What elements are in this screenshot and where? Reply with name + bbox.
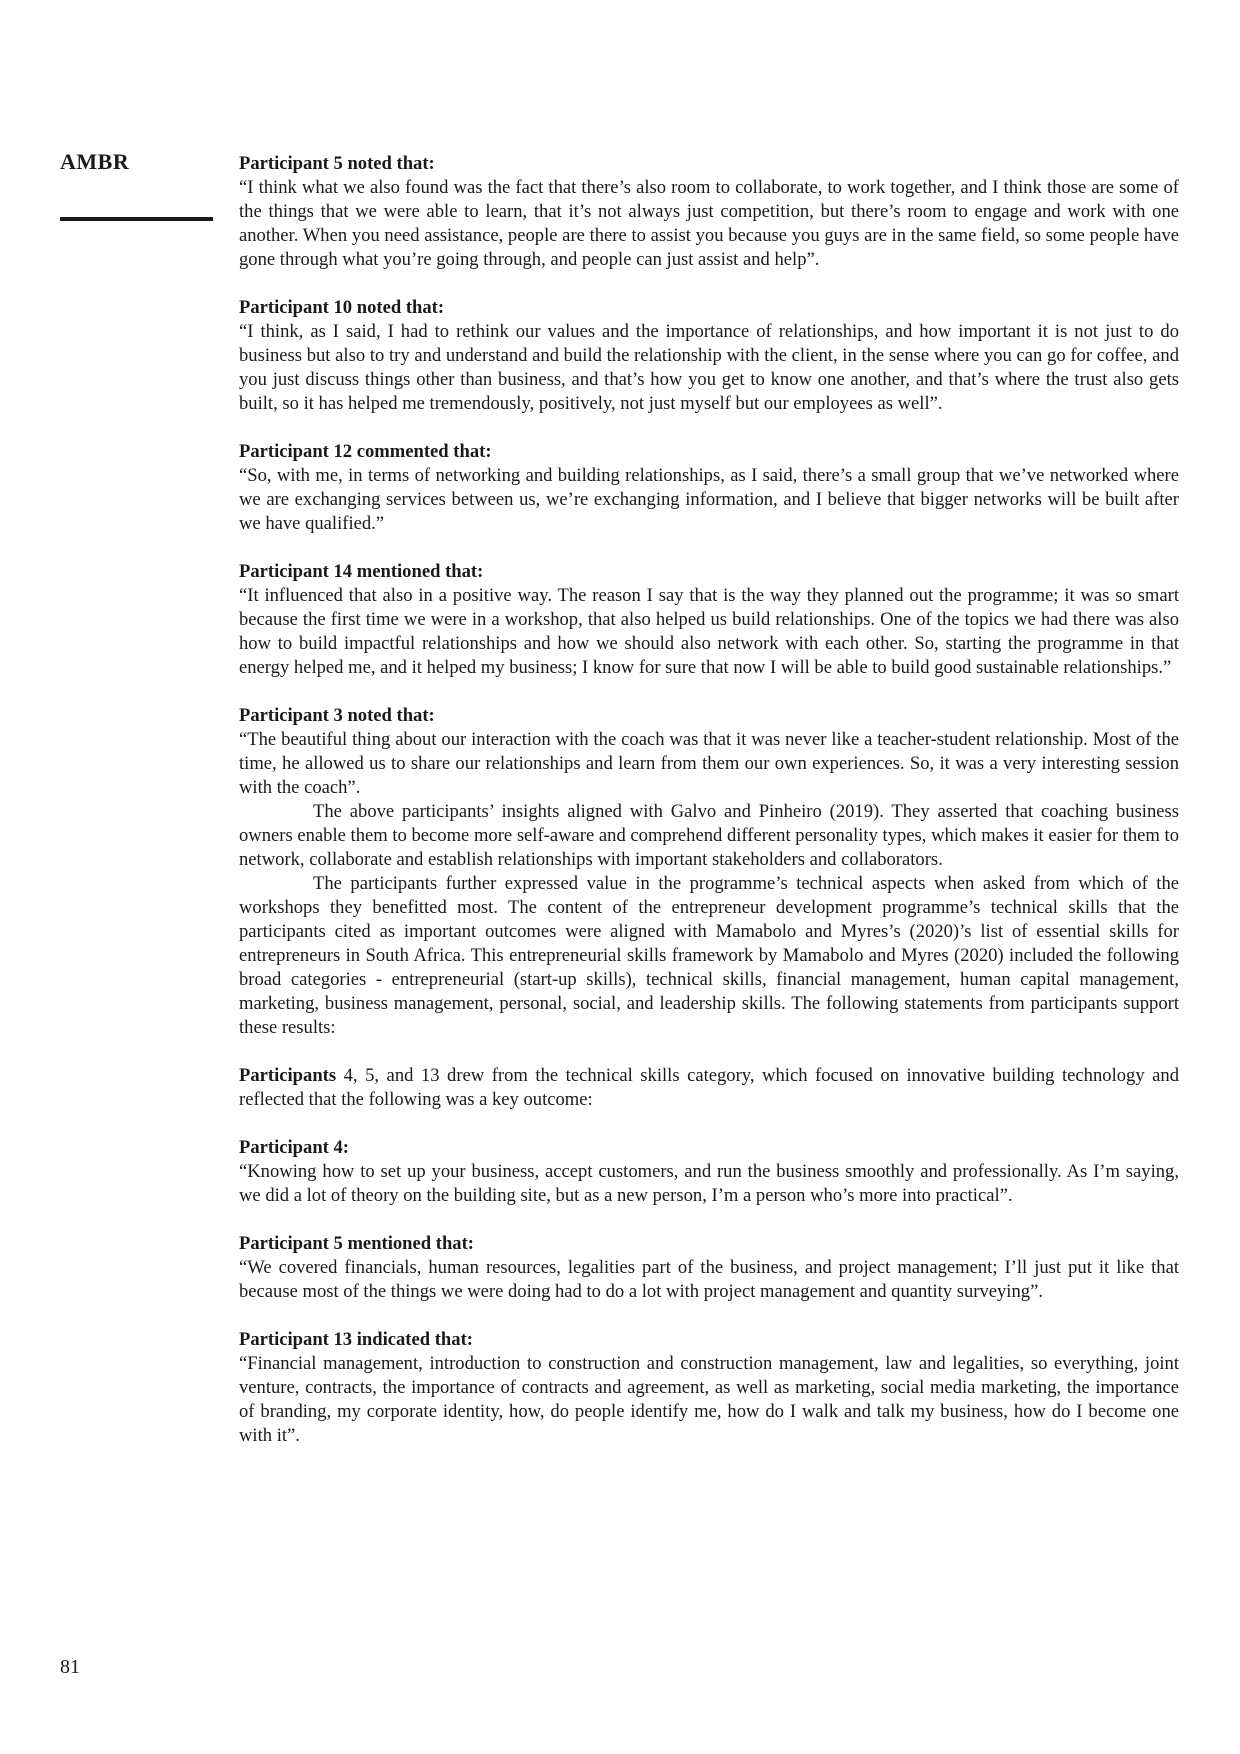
- quote-block: [239, 296, 1179, 416]
- body-paragraph: The above participants’ insights aligned with Galvo and Pinheiro (2019). They asserted that coaching business owners enable them to become more self-aware and comprehend different personality types, which makes it easier for them to network, collaborate and establish relationships with important stakeholders and collaborators.: [239, 801, 1179, 870]
- quote-block: [239, 1136, 1179, 1208]
- quote-heading: Participant 10 noted that:: [239, 297, 445, 318]
- quote-heading: Participant 12 commented that:: [239, 441, 492, 462]
- quote-text: “So, with me, in terms of networking and building relationships, as I said, there’s a small group that we’ve networked where we are exchanging services between us, we’re exchanging information, and I believe that bigger networks will be built after we have qualified.”: [239, 465, 1179, 534]
- participants-intro: [239, 1064, 1179, 1112]
- quote-heading: Participant 5 noted that:: [239, 153, 435, 174]
- quote-text: “It influenced that also in a positive way. The reason I say that is the way they planned out the programme; it was so smart because the first time we were in a workshop, that also helped us build relationships. One of the topics we had there was also how to build impactful relationships and how we should also network with each other. So, starting the programme in that energy helped me, and it helped my business; I know for sure that now I will be able to build good sustainable relationships.”: [239, 585, 1179, 678]
- quote-heading: Participant 13 indicated that:: [239, 1329, 473, 1350]
- quote-text: “Knowing how to set up your business, accept customers, and run the business smoothly and professionally. As I’m saying, we did a lot of theory on the building site, but as a new person, I’m a person who’s more into practical”.: [239, 1161, 1179, 1206]
- quote-heading: Participant 14 mentioned that:: [239, 561, 484, 582]
- quote-text: “Financial management, introduction to construction and construction management, law and legalities, so everything, joint venture, contracts, the importance of contracts and agreement, as well as marketing, social media marketing, the importance of branding, my corporate identity, how, do people identify me, how do I walk and talk my business, how do I become one with it”.: [239, 1353, 1179, 1446]
- quote-text: “I think what we also found was the fact that there’s also room to collaborate, to work together, and I think those are some of the things that we were able to learn, that it’s not always just competition, but there’s room to engage and work with one another. When you need assistance, people are there to assist you because you guys are in the same field, so some people have gone through what you’re going through, and people can just assist and help”.: [239, 177, 1179, 270]
- quote-block: [239, 152, 1179, 272]
- quote-block: [239, 1328, 1179, 1448]
- quote-text: “We covered financials, human resources, legalities part of the business, and project management; I’ll just put it like that because most of the things we were doing had to do a lot with project management and quantity surveying”.: [239, 1257, 1179, 1302]
- participants-intro-lead: Participants: [239, 1065, 337, 1086]
- article-body: [239, 152, 1179, 1472]
- journal-tag: AMBR: [60, 149, 130, 174]
- participants-intro-rest: 4, 5, and 13 drew from the technical skills category, which focused on innovative building technology and reflected that the following was a key outcome:: [239, 1065, 1179, 1110]
- quote-text: “The beautiful thing about our interaction with the coach was that it was never like a teacher-student relationship. Most of the time, he allowed us to share our relationships and learn from them our own experiences. So, it was a very interesting session with the coach”.: [239, 729, 1179, 798]
- page-number: 81: [60, 1656, 80, 1678]
- body-paragraph: The participants further expressed value in the programme’s technical aspects when asked from which of the workshops they benefitted most. The content of the entrepreneur development programme’s technical skills that the participants cited as important outcomes were aligned with Mamabolo and Myres’s (2020)’s list of essential skills for entrepreneurs in South Africa. This entrepreneurial skills framework by Mamabolo and Myres (2020) included the following broad categories - entrepreneurial (start-up skills), technical skills, financial management, human capital management, marketing, business management, personal, social, and leadership skills. The following statements from participants support these results:: [239, 873, 1179, 1038]
- quote-block: [239, 560, 1179, 680]
- quote-block: [239, 704, 1179, 800]
- quote-text: “I think, as I said, I had to rethink our values and the importance of relationships, and how important it is not just to do business but also to try and understand and build the relationship with the client, in the sense where you can go for coffee, and you just discuss things other than business, and that’s how you get to know one another, and that’s where the trust also gets built, so it has helped me tremendously, positively, not just myself but our employees as well”.: [239, 321, 1179, 414]
- quote-heading: Participant 5 mentioned that:: [239, 1233, 474, 1254]
- header-rule: [60, 217, 213, 221]
- quote-block: [239, 440, 1179, 536]
- quote-heading: Participant 4:: [239, 1137, 349, 1158]
- quote-heading: Participant 3 noted that:: [239, 705, 435, 726]
- quote-block: [239, 1232, 1179, 1304]
